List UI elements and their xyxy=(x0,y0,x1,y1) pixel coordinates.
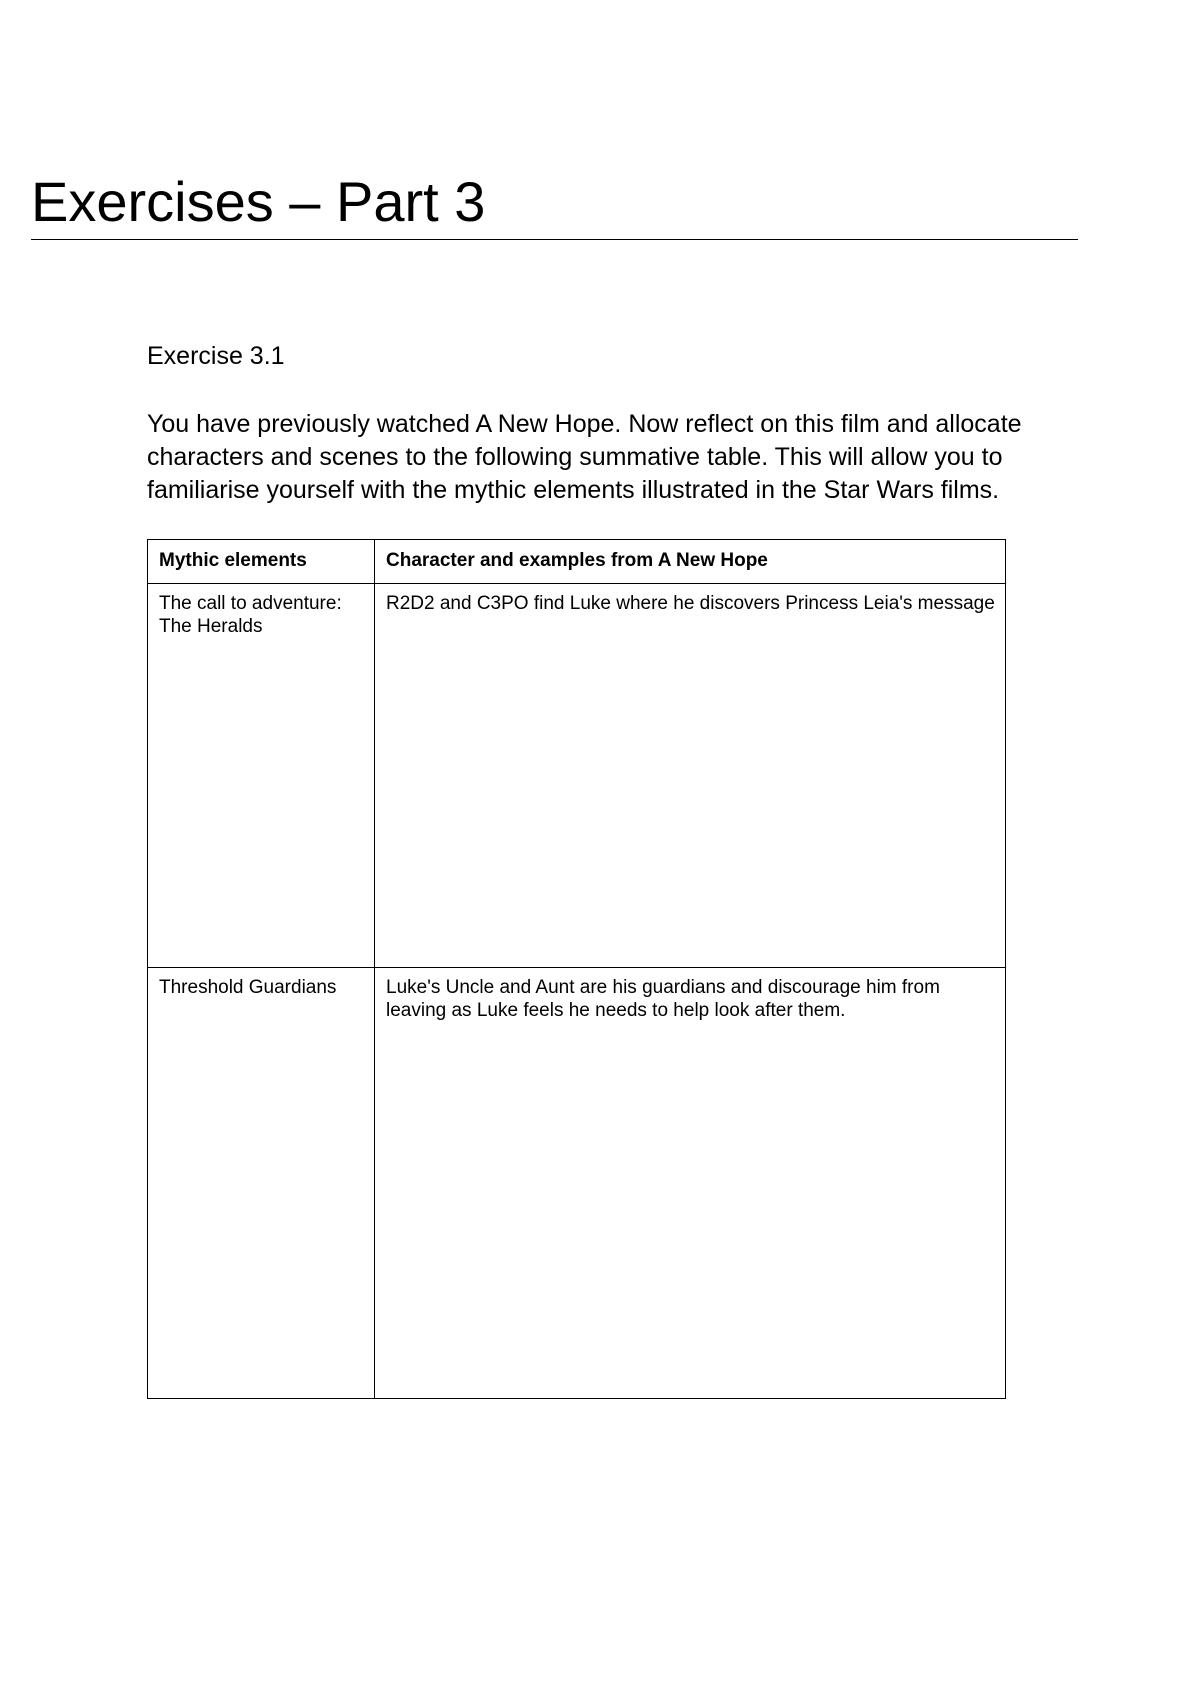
mythic-element-sublabel: The Heralds xyxy=(159,616,263,637)
exercise-instructions: You have previously watched A New Hope. Now reflect on this film and allocate characters and scenes to the following summative table. This will allow you to familiarise yourself with the mythic elements illustrated in the Star Wars films. xyxy=(147,410,1022,504)
mythic-element-cell xyxy=(148,584,375,968)
table-row xyxy=(148,968,1006,1399)
column-header-mythic-elements: Mythic elements xyxy=(148,540,375,584)
table-row xyxy=(148,584,1006,968)
example-cell: Luke's Uncle and Aunt are his guardians and discourage him from leaving as Luke feels he needs to help look after them. xyxy=(375,968,1006,1399)
title-divider xyxy=(31,239,1078,240)
exercise-heading: Exercise 3.1 xyxy=(147,342,285,370)
page-title: Exercises – Part 3 xyxy=(31,170,486,233)
example-cell: R2D2 and C3PO find Luke where he discovers Princess Leia's message xyxy=(375,584,1006,968)
mythic-element-cell xyxy=(148,968,375,1399)
mythic-element-label: Threshold Guardians xyxy=(159,977,337,998)
mythic-element-label: The call to adventure: xyxy=(159,593,342,614)
table-header-row xyxy=(148,540,1006,584)
column-header-examples: Character and examples from A New Hope xyxy=(375,540,1006,584)
mythic-elements-table xyxy=(147,539,1006,1399)
